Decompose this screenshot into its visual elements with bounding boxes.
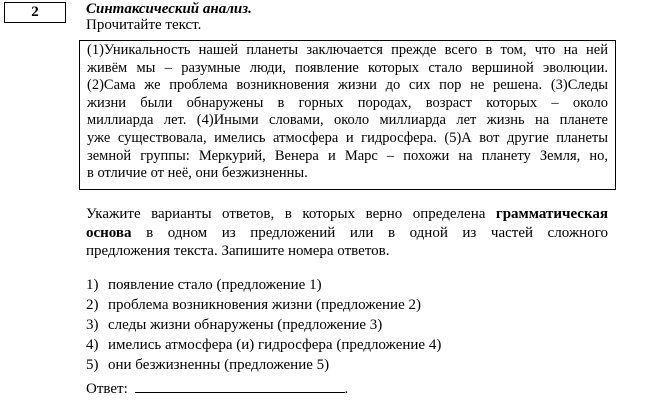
option-text: следы жизни обнаружены (предложение 3): [108, 317, 383, 333]
option-item: [86, 315, 441, 335]
question-bold-term: грамматическая: [495, 206, 608, 222]
option-number: 2): [86, 297, 99, 313]
text-line: (1)Уникальность нашей планеты заключается прежде всего в том, что на ней: [87, 42, 608, 58]
answer-label: Ответ:: [86, 381, 128, 397]
text-line: (2)Сама же проблема возникновения жизни до сих пор не решена. (3)Следы: [87, 77, 608, 94]
text-line: живём мы – разумные люди, появление которых стало вершиной эволюции.: [87, 59, 608, 76]
reading-text-box: [79, 40, 616, 190]
option-number: 5): [86, 357, 99, 373]
answer-row: [86, 378, 348, 398]
answer-field[interactable]: [135, 378, 345, 393]
text-line: в отличие от неё, они безжизненны.: [87, 165, 308, 182]
option-text: они безжизненны (предложение 5): [108, 357, 330, 373]
question-text: [86, 205, 608, 261]
task-number: 2: [4, 2, 66, 23]
option-item: [86, 295, 441, 315]
option-text: проблема возникновения жизни (предложение 2): [108, 297, 421, 313]
option-item: [86, 275, 441, 295]
option-item: [86, 355, 441, 375]
question-line: [86, 224, 608, 243]
option-number: 1): [86, 277, 99, 293]
question-part: Укажите варианты ответов, в которых верно определена: [86, 206, 496, 222]
answer-period: .: [344, 381, 349, 397]
text-line: миллиарда лет. (4)Иными словами, около миллиарда лет жизнь на планете: [87, 112, 608, 129]
question-bold-term: основа: [86, 224, 132, 241]
option-item: [86, 335, 441, 355]
task-title: Синтаксический анализ.: [86, 1, 252, 17]
text-line: уже существовала, имелись атмосфера и гидросфера. (5)А вот другие планеты: [87, 129, 608, 146]
text-line: земной группы: Меркурий, Венера и Марс – похожи на планету Земля, но,: [87, 147, 608, 164]
answer-options-list: [86, 275, 441, 375]
question-line: предложения текста. Запишите номера ответов.: [86, 243, 390, 259]
question-line: [86, 205, 608, 224]
option-number: 4): [86, 337, 99, 353]
option-text: появление стало (предложение 1): [108, 277, 322, 293]
text-line: жизни были обнаружены в горных породах, возраст которых – около: [87, 94, 608, 111]
question-part: в одном из предложений или в одной из частей сложного: [131, 224, 608, 241]
option-text: имелись атмосфера (и) гидросфера (предложение 4): [108, 337, 442, 353]
option-number: 3): [86, 317, 99, 333]
task-instruction: Прочитайте текст.: [86, 17, 202, 33]
